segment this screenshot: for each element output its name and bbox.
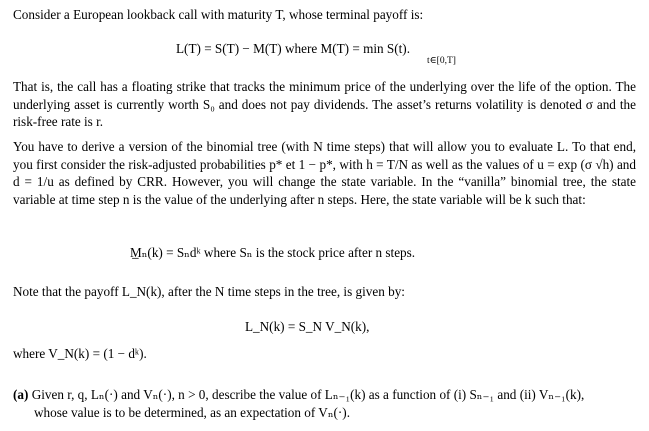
payoff-equation: L(T) = S(T) − M(T) where M(T) = min S(t). [176, 41, 410, 56]
question-text-line2: whose value is to be determined, as an expectation of Vₙ(·). [34, 404, 350, 420]
payoff-equation-subscript: t∈[0,T] [427, 56, 456, 66]
question-label: (a) [13, 387, 29, 402]
intro-text: Consider a European lookback call with maturity T, whose terminal payoff is: [13, 7, 424, 22]
question-a [13, 386, 636, 421]
state-variable-equation: M̲ₙ(k) = Sₙdᵏ where Sₙ is the stock price after n steps. [130, 245, 416, 260]
paragraph-definition-v: where V_N(k) = (1 − dᵏ). [13, 346, 147, 361]
terminal-payoff-equation: L_N(k) = S_N V_N(k), [245, 319, 370, 334]
paragraph-binomial-tree: You have to derive a version of the binomial tree (with N time steps) that will allow you to evaluate L. To that end, you first consider the risk-adjusted probabilities p* et 1 − p*, with h = T/N as well as the values of u = exp (σ √h) and d = 1/u as defined by CRR. However, you will change the state variable. In the “vanilla” binomial tree, the state variable at time step n is the value of the underlying after n steps. Here, the state variable will be k such that: [13, 139, 636, 207]
paragraph-setup: That is, the call has a floating strike that tracks the minimum price of the underlying over the life of the option. The underlying asset is currently worth S₀ and does not pay dividends. The asset’s returns volatility is denoted σ and the risk-free rate is r. [13, 79, 636, 129]
question-text-line1: Given r, q, Lₙ(·) and Vₙ(·), n > 0, describe the value of Lₙ₋₁(k) as a function of (i) Sₙ₋₁ and (ii) Vₙ₋₁(k), [31, 387, 585, 402]
paragraph-payoff-note: Note that the payoff L_N(k), after the N time steps in the tree, is given by: [13, 284, 405, 299]
